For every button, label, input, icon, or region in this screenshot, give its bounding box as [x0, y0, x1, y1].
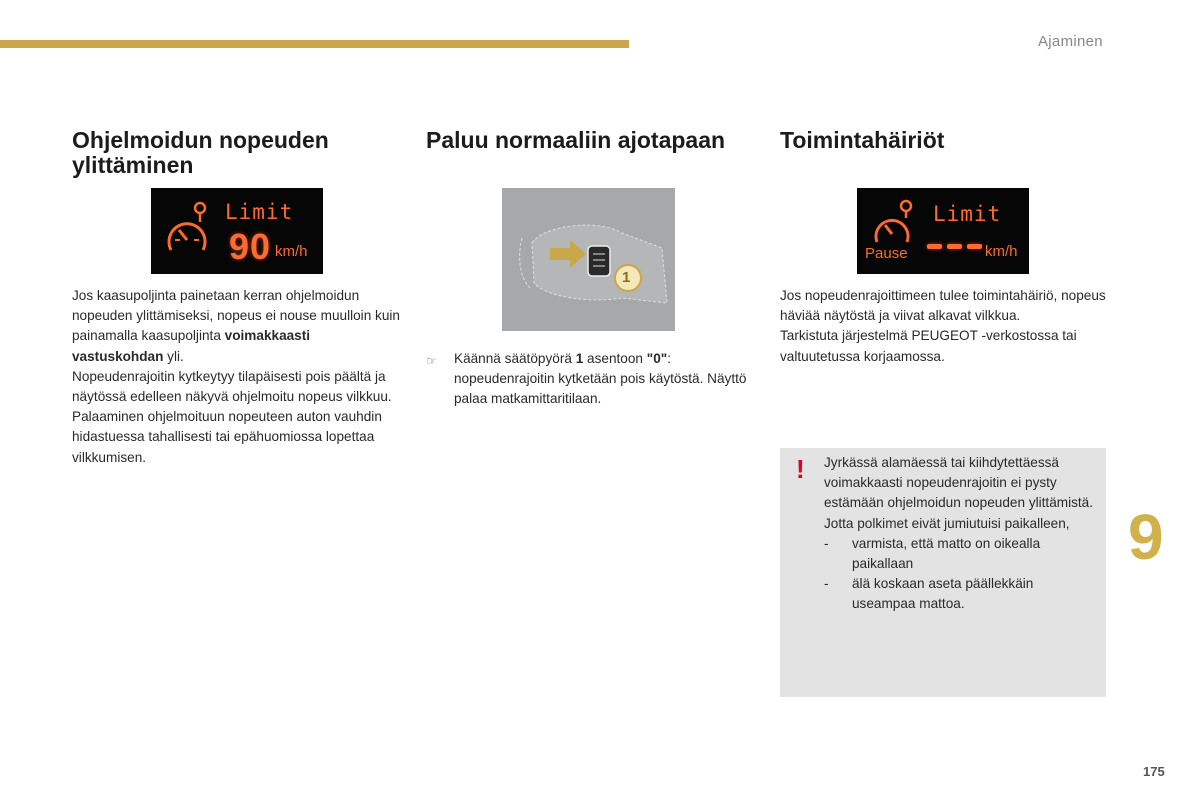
- pause-display-image: [857, 188, 1029, 274]
- list-item-text: älä koskaan aseta päällekkäin useampaa mattoa.: [852, 576, 1034, 612]
- paragraph: Palaaminen ohjelmoituun nopeuteen auton vauhdin hidastuessa tahallisesti tai epähuomiossa lopettaa vilkkumisen.: [72, 409, 382, 465]
- instruction-bullet: [426, 349, 756, 410]
- display-pause-text: Pause: [865, 245, 908, 262]
- section-return-normal: [426, 128, 756, 153]
- paragraph: Jyrkässä alamäessä tai kiihdytettäessä voimakkaasti nopeudenrajoitin ei pysty estämään ohjelmoidun nopeuden ylittämistä.: [824, 455, 1094, 511]
- text-span: Jos kaasupoljinta painetaan kerran ohjelmoidun nopeuden ylittämiseksi, nopeus ei nouse muulloin kuin painamalla kaasupoljinta: [72, 288, 400, 344]
- section-speed-exceed: [72, 128, 402, 178]
- paragraph: Jos nopeudenrajoittimeen tulee toimintahäiriö, nopeus häviää näytöstä ja viivat alkavat vilkkua.: [780, 288, 1106, 324]
- section-title: Paluu normaaliin ajotapaan: [426, 127, 726, 153]
- speedometer-icon: [869, 198, 919, 248]
- display-speed-value: 90: [229, 226, 272, 267]
- paragraph: [72, 286, 404, 367]
- stalk-control-image: [502, 188, 675, 331]
- section-label: Ajaminen: [1038, 33, 1103, 50]
- speed-dashes: [927, 244, 982, 249]
- list-item: [824, 534, 1098, 574]
- paragraph: Tarkistuta järjestelmä PEUGEOT -verkostossa tai valtuutetussa korjaamossa.: [780, 328, 1077, 364]
- warning-exclamation-icon: !: [796, 454, 805, 484]
- malfunction-text: [780, 286, 1106, 367]
- display-unit: km/h: [985, 243, 1018, 260]
- warning-text: [824, 453, 1098, 615]
- chapter-number: 9: [1128, 501, 1164, 573]
- list-dash: -: [824, 535, 829, 551]
- list-dash: -: [824, 576, 829, 592]
- limit-display-image: [151, 188, 323, 274]
- bold-text: "0": [646, 351, 668, 366]
- section-malfunctions: [780, 128, 1110, 153]
- callout-number: 1: [622, 269, 631, 286]
- speed-exceed-text: [72, 286, 404, 468]
- pointing-hand-icon: ☞: [426, 354, 437, 368]
- display-unit: km/h: [275, 243, 308, 260]
- section-title: Ohjelmoidun nopeuden ylittäminen: [72, 127, 329, 178]
- display-limit-text: Limit: [225, 200, 294, 224]
- list-item-text: varmista, että matto on oikealla paikallaan: [852, 535, 1041, 572]
- section-title: Toimintahäiriöt: [780, 127, 945, 153]
- bold-text: 1: [575, 351, 584, 366]
- control-stalk-illustration: [502, 188, 675, 331]
- header-accent-bar: [0, 40, 629, 48]
- list-item: [824, 574, 1098, 614]
- text-span: yli.: [163, 348, 184, 364]
- paragraph: Nopeudenrajoitin kytkeytyy tilapäisesti pois päältä ja näytössä edelleen näkyvä ohjelmoitu nopeus vilkkuu.: [72, 368, 392, 405]
- page-number: 175: [1143, 764, 1165, 779]
- paragraph: Jotta polkimet eivät jumiutuisi paikalleen,: [824, 515, 1070, 531]
- text-span: asentoon: [583, 351, 647, 366]
- display-limit-text: Limit: [933, 202, 1002, 226]
- bold-text: voimakkaasti vastuskohdan: [72, 328, 311, 364]
- text-span: : nopeudenrajoitin kytketään pois käytöstä. Näyttö palaa matkamittaritilaan.: [454, 351, 747, 407]
- instruction-text: [454, 349, 754, 410]
- warning-box: [780, 448, 1106, 697]
- speedometer-icon: [163, 200, 213, 264]
- text-span: Käännä säätöpyörä: [454, 351, 576, 366]
